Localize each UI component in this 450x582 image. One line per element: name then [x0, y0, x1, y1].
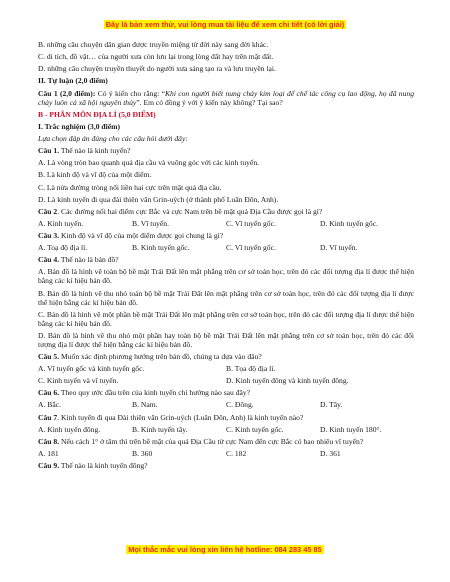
essay-question-1: Câu 1 (2,0 điểm): Có ý kiến cho rằng: “Khi con người biết nung chảy kim loại để chế tác công cụ lao động, họ đã nung chảy luôn cả xã hội nguyên thủy”. Em có đồng ý với ý kiến này không? Tại sao? [38, 88, 414, 107]
hotline-banner: Mọi thắc mắc vui lòng xin liên hệ hotline: 084 283 45 85 [128, 545, 322, 554]
q5-option-a: A. Vĩ tuyến gốc và kinh tuyến gốc. [38, 364, 145, 373]
q1-option-a: A. Là vòng tròn bao quanh quả địa cầu và vuông góc với các kinh tuyến. [38, 158, 260, 168]
q2-option-d: D. Kinh tuyến gốc. [320, 218, 378, 228]
q2-option-b: B. Vĩ tuyến. [132, 218, 169, 228]
q3-option-a: A. Toạ độ địa lí. [38, 243, 88, 253]
question-1: Câu 1. Thế nào là kinh tuyến? [38, 146, 131, 156]
question-3: Câu 3. Kinh độ và vĩ độ của một điểm được gọi chung là gì? [38, 231, 224, 241]
section-tu-luan: II. Tự luận (2,0 điểm) [38, 76, 108, 86]
question-6: Câu 6. Theo quy ước đầu trên của kinh tuyến chỉ hướng nào sau đây? [38, 388, 251, 398]
question-7: Câu 7. Kinh tuyến đi qua Đài thiên văn Grin-uých (Luân Đôn, Anh) là kinh tuyến nào? [38, 412, 304, 422]
q5-option-c: C. Kinh tuyến và vĩ tuyến. [38, 376, 119, 386]
document-body [38, 41, 414, 474]
section-trac-nghiem: I. Trắc nghiệm (3,0 điểm) [38, 121, 120, 131]
q7-options [38, 426, 414, 435]
q5-option-d: D. Kinh tuyến đông và kinh tuyến đông. [226, 376, 349, 386]
question-9: Câu 9. Thế nào là kinh tuyến đông? [38, 461, 148, 471]
q3-option-c: C. Vĩ tuyến gốc. [226, 243, 276, 253]
q2-options [38, 220, 414, 229]
q8-option-c: C. 182 [226, 448, 247, 458]
q3-option-d: D. Vĩ tuyến. [320, 243, 358, 253]
q5-option-b: B. Tọa độ địa lí. [226, 364, 276, 373]
question-2: Câu 2. Các đường nối hai điểm cực Bắc và cực Nam trên bề mặt quả Địa Cầu được gọi là gì? [38, 206, 323, 216]
q8-options [38, 450, 414, 459]
q5-options-row1 [38, 365, 414, 374]
q7-option-d: D. Kinh tuyến 180°. [320, 424, 382, 434]
question-8: Câu 8. Nếu cách 1° ở tâm thì trên bề mặt của quả Địa Cầu từ cực Nam đến cực Bắc có bao nhiêu vĩ tuyến? [38, 436, 364, 446]
q5-options-row2 [38, 377, 414, 386]
q6-option-a: A. Bắc. [38, 400, 61, 410]
q4-option-c: C. Bản đồ là hình vẽ một phần bề mặt Trái Đất lên mặt phẳng trên cơ sở toán học, trên đó các đối tượng địa lí được thể hiện bằng các kí hiệu bản đồ. [38, 309, 414, 328]
q1-option-d: D. Là kinh tuyến đi qua đài thiên văn Grin-uých (ở thành phố Luân Đôn, Anh). [38, 194, 279, 204]
q4-option-d: D. Bản đồ là hình vẽ thu nhỏ một phần hay toàn bộ bề mặt Trái Đất lên mặt phẳng trên cơ sở toán học, trên đó các đối tượng địa lí được thể hiện bằng các kí hiệu bản đồ. [38, 330, 414, 349]
q7-option-b: B. Kinh tuyến tây. [132, 424, 188, 434]
q6-option-b: B. Nam. [132, 400, 158, 410]
q8-option-b: B. 360 [132, 448, 153, 458]
instruction: Lựa chọn đáp án đúng cho các câu hỏi dưới đây: [38, 133, 188, 143]
prev-option-c: C. di tích, đồ vật… của người xưa còn lưu lại trong lòng đất hay trên mặt đất. [38, 52, 274, 62]
q1-option-b: B. Là kinh độ và vĩ độ của một điểm. [38, 170, 152, 180]
q7-option-a: A. Kinh tuyến đông. [38, 424, 101, 434]
q8-option-a: A. 181 [38, 448, 59, 458]
q2-option-c: C. Vĩ tuyến gốc. [226, 218, 276, 228]
prev-option-d: D. những câu chuyện truyền thuyết do người xưa sáng tạo ra và lưu truyền lại. [38, 64, 276, 74]
q4-option-b: B. Bản đồ là hình vẽ thu nhỏ toàn bộ bề mặt Trái Đất lên mặt phẳng trên cơ sở toán học, trên đó các đối tượng địa lí được thể hiện bằng các kí hiệu bản đồ. [38, 288, 414, 307]
part-b-heading: B - PHÂN MÔN ĐỊA LÍ (5,0 ĐIỂM) [38, 109, 156, 119]
q2-option-a: A. Kinh tuyến. [38, 218, 84, 228]
q8-option-d: D. 361 [320, 448, 341, 458]
q6-options [38, 401, 414, 410]
question-5: Câu 5. Muốn xác định phương hướng trên bản đồ, chúng ta dựa vào đâu? [38, 351, 262, 361]
q6-option-c: C. Đông. [226, 400, 254, 410]
preview-banner: Đây là bản xem thử, vui lòng mua tài liệu để xem chi tiết (có lời giải) [105, 20, 345, 29]
q4-option-a: A. Bản đồ là hình vẽ toàn bộ bề mặt Trái Đất lên mặt phẳng trên cơ sở toán học, trên đó các đối tượng địa lí được thể hiện bằng các kí hiệu bản đồ. [38, 267, 414, 286]
prev-option-b: B. những câu chuyện dân gian được truyền miệng từ đời này sang đời khác. [38, 40, 269, 49]
q1-option-c: C. Là nửa đường tròng nối liền hai cực trên mặt quả địa cầu. [38, 182, 222, 192]
q3-options [38, 244, 414, 253]
q6-option-d: D. Tây. [320, 400, 343, 410]
q7-option-c: C. Kinh tuyến gốc. [226, 424, 284, 434]
q3-option-b: B. Kinh tuyến gốc. [132, 243, 190, 253]
question-4: Câu 4. Thế nào là bản đồ? [38, 255, 119, 265]
